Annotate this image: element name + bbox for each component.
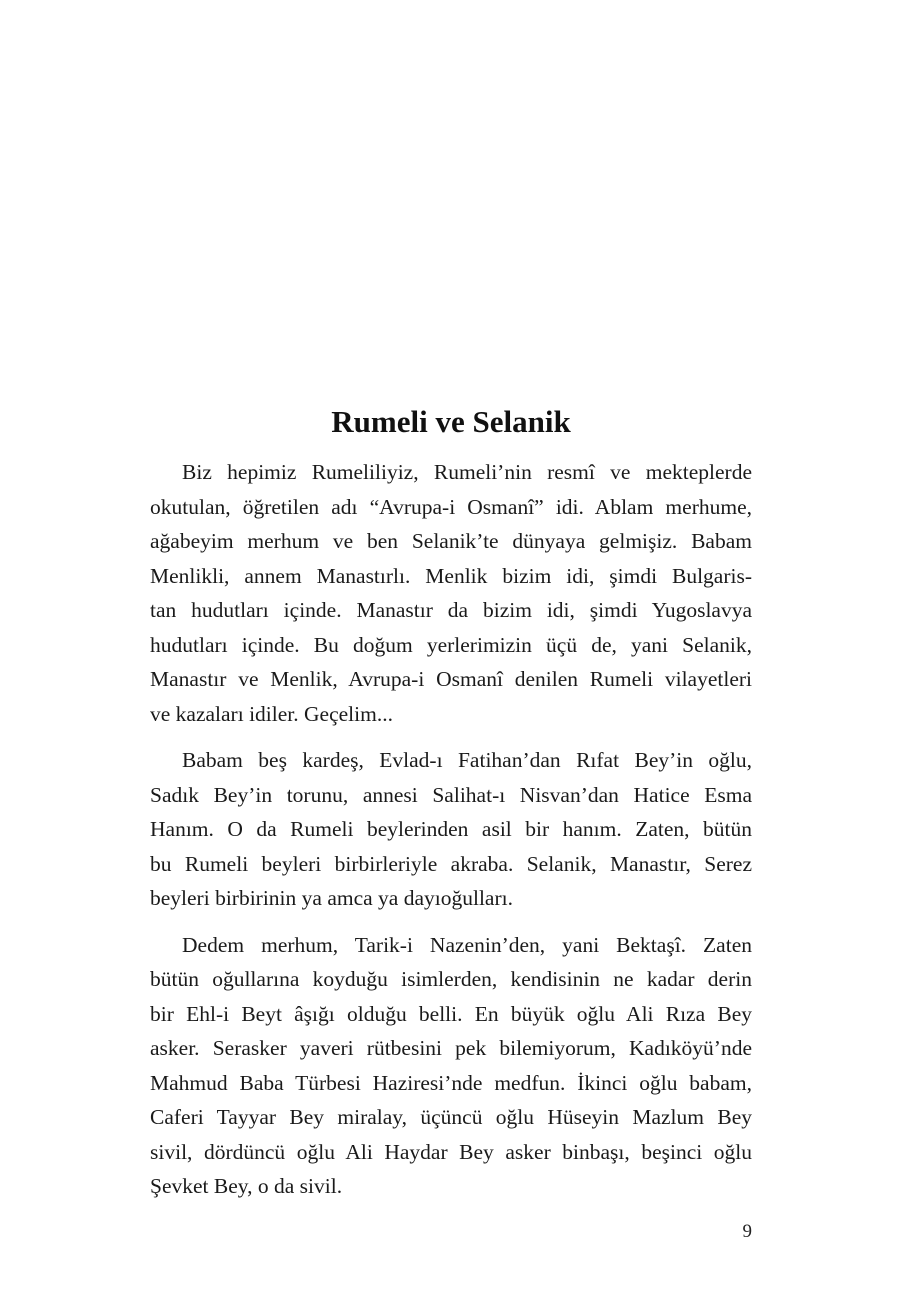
- paragraph-1: [150, 455, 752, 731]
- body-text: [150, 455, 752, 1216]
- text-line: bu Rumeli beyleri birbirleriyle akraba. Selanik, Manastır, Serez: [150, 851, 752, 876]
- text-line: Sadık Bey’in torunu, annesi Salihat-ı Nisvan’dan Hatice Esma: [150, 782, 752, 807]
- text-line: ve kazaları idiler. Geçelim...: [150, 701, 393, 726]
- text-line: ağabeyim merhum ve ben Selanik’te dünyaya gelmişiz. Babam: [150, 529, 752, 553]
- text-line: Mahmud Baba Türbesi Haziresi’nde medfun. İkinci oğlu babam,: [150, 1070, 752, 1095]
- text-line: Şevket Bey, o da sivil.: [150, 1174, 343, 1198]
- text-line: beyleri birbirinin ya amca ya dayıoğulları.: [150, 886, 513, 910]
- paragraph-2: [150, 743, 752, 916]
- text-line: Biz hepimiz Rumeliliyiz, Rumeli’nin resmî ve mekteplerde: [182, 460, 752, 484]
- text-line: bir Ehl-i Beyt âşığı olduğu belli. En büyük oğlu Ali Rıza Bey: [150, 1001, 752, 1026]
- text-line: okutulan, öğretilen adı “Avrupa-i Osmanî” idi. Ablam merhume,: [150, 494, 752, 519]
- paragraph-3: [150, 928, 752, 1204]
- chapter-title: Rumeli ve Selanik: [331, 404, 571, 439]
- text-line: Babam beş kardeş, Evlad-ı Fatihan’dan Rıfat Bey’in oğlu,: [182, 748, 752, 772]
- text-line: tan hudutları içinde. Manastır da bizim idi, şimdi Yugoslavya: [150, 598, 752, 622]
- text-line: bütün oğullarına koyduğu isimlerden, kendisinin ne kadar derin: [150, 967, 752, 991]
- text-line: hudutları içinde. Bu doğum yerlerimizin üçü de, yani Selanik,: [150, 632, 752, 657]
- text-line: Hanım. O da Rumeli beylerinden asil bir hanım. Zaten, bütün: [150, 817, 752, 841]
- text-line: sivil, dördüncü oğlu Ali Haydar Bey asker binbaşı, beşinci oğlu: [150, 1139, 752, 1164]
- text-line: Menlikli, annem Manastırlı. Menlik bizim idi, şimdi Bulgaris-: [150, 563, 752, 588]
- text-line: asker. Serasker yaveri rütbesini pek bilemiyorum, Kadıköyü’nde: [150, 1036, 752, 1060]
- text-line: Caferi Tayyar Bey miralay, üçüncü oğlu Hüseyin Mazlum Bey: [150, 1105, 752, 1129]
- page-number: 9: [742, 1221, 752, 1242]
- text-line: Manastır ve Menlik, Avrupa-i Osmanî denilen Rumeli vilayetleri: [150, 667, 752, 691]
- text-line: Dedem merhum, Tarik-i Nazenin’den, yani Bektaşî. Zaten: [182, 932, 752, 957]
